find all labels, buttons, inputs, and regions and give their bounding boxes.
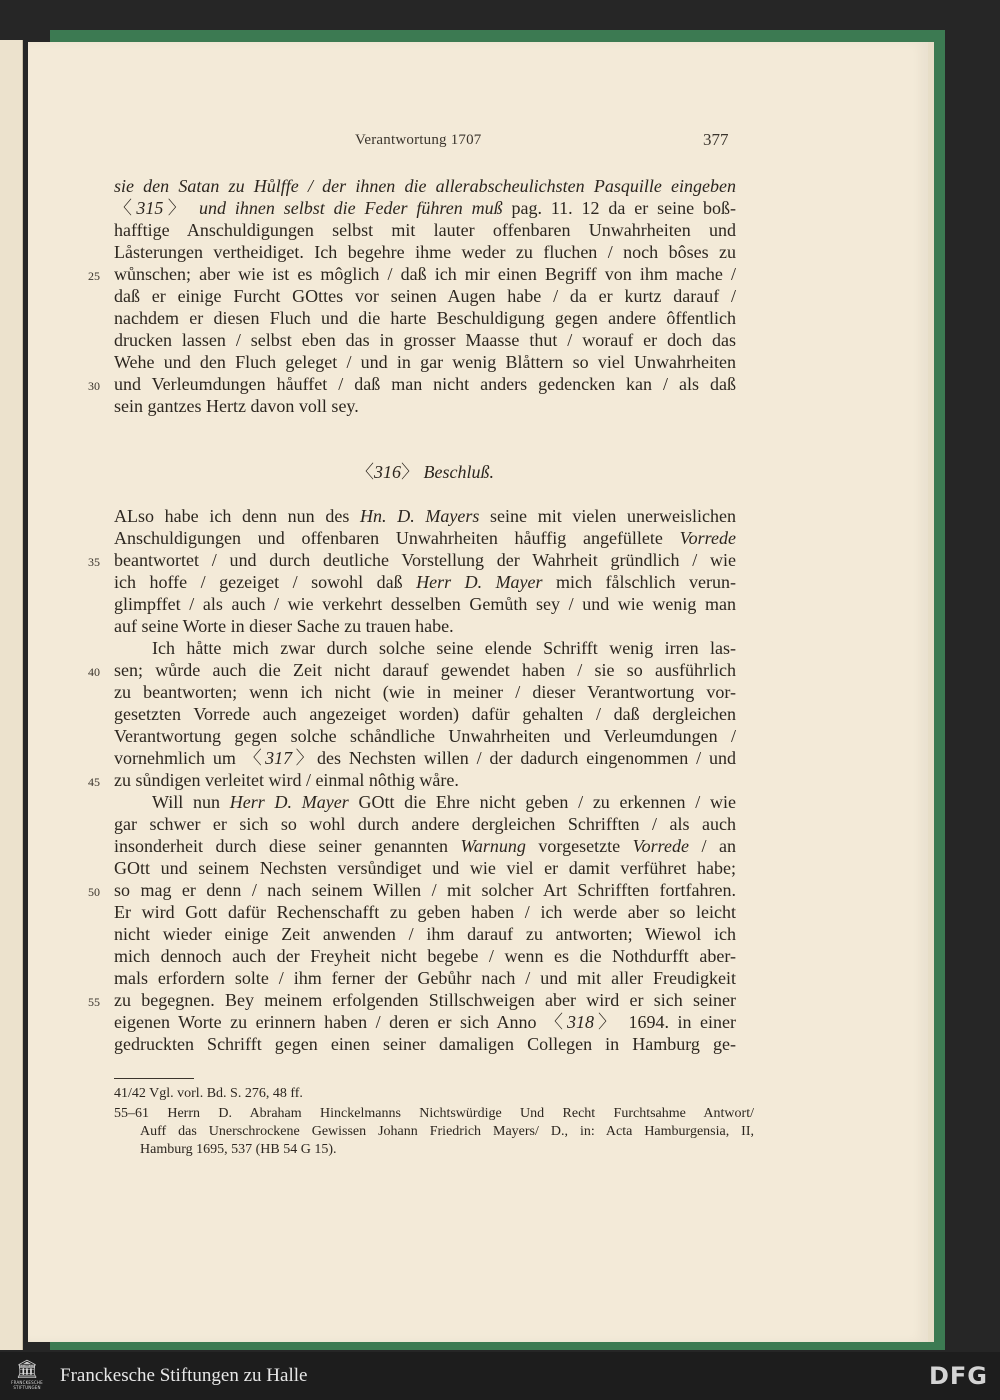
text-line: hafftige Anschuldigungen selbst mit lauter offenbaren Unwahrheiten und	[114, 220, 736, 240]
text-line: Låsterungen vertheidiget. Ich begehre ihme weder zu fluchen / noch bôses zu	[114, 242, 736, 262]
text-line: sie den Satan zu Hůlffe / der ihnen die allerabscheulichsten Pasquille eingeben	[114, 176, 736, 196]
institution-name: Franckesche Stiftungen zu Halle	[60, 1365, 308, 1386]
line-number: 25	[88, 269, 100, 283]
text-line: daß er einige Furcht GOttes vor seinen Augen habe / da er kurtz darauf /	[114, 286, 736, 306]
line-number: 35	[88, 555, 100, 569]
footnote: 41/42 Vgl. vorl. Bd. S. 276, 48 ff.	[114, 1086, 303, 1101]
text-line: zu begegnen. Bey meinem erfolgenden Stillschweigen aber wird er sich seiner	[114, 990, 736, 1010]
line-number: 50	[88, 885, 100, 899]
text-line: auf seine Worte in dieser Sache zu trauen habe.	[114, 616, 454, 636]
text-line: so mag er denn / nach seinem Willen / mit solcher Art Schrifften fortfahren.	[114, 880, 736, 900]
text-line: gedruckten Schrifft gegen einen seiner damaligen Collegen in Hamburg ge-	[114, 1034, 736, 1054]
running-head: Verantwortung 1707	[355, 132, 482, 148]
viewer-footer	[0, 1352, 1000, 1400]
text-line: Anschuldigungen und offenbaren Unwahrheiten håuffig angefüllete Vorrede	[114, 528, 736, 548]
line-number: 40	[88, 665, 100, 679]
text-line: nicht wieder einige Zeit anwenden / ihm darauf zu antworten; Wiewol ich	[114, 924, 736, 944]
text-line: Verantwortung gegen solche schåndliche Unwahrheiten und Verleumdungen /	[114, 726, 736, 746]
footnote: 55–61 Herrn D. Abraham Hinckelmanns Nichtswürdige Und Recht Furchtsahme Antwort/	[114, 1106, 754, 1121]
dfg-logo: DFG	[928, 1362, 988, 1390]
text-line: insonderheit durch diese seiner genannten Warnung vorgesetzte Vorrede / an	[114, 836, 736, 856]
text-line: zu sůndigen verleitet wird / einmal nôthig wåre.	[114, 770, 459, 790]
text-line: beantwortet / und durch deutliche Vorstellung der Wahrheit gründlich / wie	[114, 550, 736, 570]
text-line: GOtt und seinem Nechsten versůndiget und wie viel er damit verführet habe;	[114, 858, 736, 878]
footnote-continuation: Hamburg 1695, 537 (HB 54 G 15).	[140, 1142, 337, 1157]
line-number: 55	[88, 995, 100, 1009]
section-heading: 〈316〉 Beschluß.	[356, 462, 494, 482]
line-number: 45	[88, 775, 100, 789]
text-line: 〈315〉 und ihnen selbst die Feder führen muß pag. 11. 12 da er seine boß-	[114, 198, 737, 218]
text-line: vornehmlich um 〈317〉des Nechsten willen / der dadurch eingenommen / und	[114, 748, 737, 768]
institution-logo	[8, 1358, 46, 1396]
text-line: eigenen Worte zu erinnern haben / deren er sich Anno 〈318〉 1694. in einer	[114, 1012, 736, 1032]
text-line: sein gantzes Hertz davon voll sey.	[114, 396, 359, 416]
text-line: ALso habe ich denn nun des Hn. D. Mayers seine mit vielen unerweislichen	[114, 506, 736, 526]
text-line: Will nun Herr D. Mayer GOtt die Ehre nicht geben / zu erkennen / wie	[152, 792, 736, 812]
text-line: wůnschen; aber wie ist es môglich / daß ich mir einen Begriff von ihm mache /	[114, 264, 736, 284]
text-line: sen; wůrde auch die Zeit nicht darauf gewendet haben / sie so ausführlich	[114, 660, 736, 680]
text-line: zu beantworten; wenn ich nicht (wie in meiner / dieser Verantwortung vor-	[114, 682, 736, 702]
line-number: 30	[88, 379, 100, 393]
text-line: drucken lassen / selbst eben das in grosser Maasse thut / worauf er doch das	[114, 330, 736, 350]
text-line: glimpffet / als auch / wie verkehrt desselben Gemůth sey / und wie wenig man	[114, 594, 736, 614]
text-line: gesetzten Vorrede auch angezeiget worden) dafür gehalten / daß dergleichen	[114, 704, 736, 724]
text-line: Er wird Gott dafür Rechenschafft zu geben haben / ich werde aber so leicht	[114, 902, 736, 922]
page-number: 377	[703, 130, 729, 149]
left-page-edge	[0, 40, 23, 1350]
building-icon: 🏛	[15, 1359, 39, 1379]
text-line: mich dennoch auch der Freyheit nicht begebe / wenn es die Nothdurfft aber-	[114, 946, 736, 966]
text-line: mals erfordern solte / ihm ferner der Gebůhr nach / und mit aller Freudigkeit	[114, 968, 736, 988]
text-line: nachdem er diesen Fluch und die harte Beschuldigung gegen andere ôffentlich	[114, 308, 736, 328]
logo-text: FRANCKESCHE STIFTUNGEN	[11, 1380, 43, 1390]
text-line: gar schwer er sich so wohl durch andere dergleichen Schrifften / als auch	[114, 814, 736, 834]
text-line: ich hoffe / gezeiget / sowohl daß Herr D. Mayer mich fålschlich verun-	[114, 572, 736, 592]
text-line: Wehe und den Fluch geleget / und in gar wenig Blåttern so viel Unwahrheiten	[114, 352, 736, 372]
footnote-rule	[114, 1078, 194, 1079]
text-line: und Verleumdungen håuffet / daß man nicht anders gedencken kan / als daß	[114, 374, 736, 394]
footnote-continuation: Auff das Unerschrockene Gewissen Johann Friedrich Mayers/ D., in: Acta Hamburgensia, II,	[140, 1124, 754, 1139]
text-line: Ich håtte mich zwar durch solche seine elende Schrifft wenig irren las-	[152, 638, 736, 658]
